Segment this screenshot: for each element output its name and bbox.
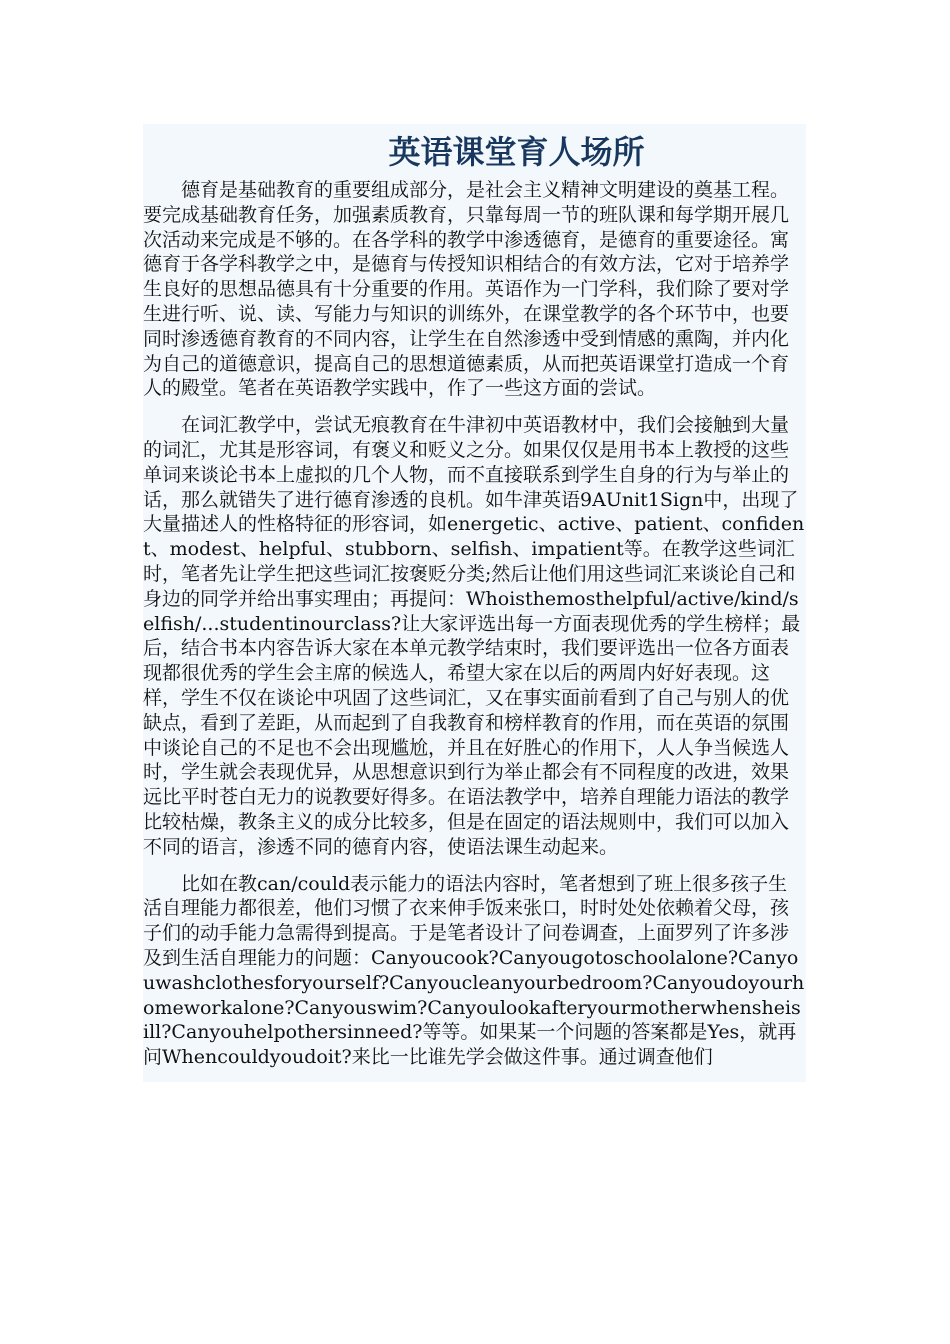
paragraph-vocabulary: 在词汇教学中，尝试无痕教育在牛津初中英语教材中，我们会接触到大量的词汇，尤其是形容词，有褒义和贬义之分。如果仅仅是用书本上教授的这些单词来谈论书本上虚拟的几个人物，而不直接联系到学生自身的行为与举止的话，那么就错失了进行德育渗透的良机。如牛津英语9AUnit1Sign中，出现了大量描述人的性格特征的形容词，如energetic、active、patient、confident、modest、helpful、stubborn、selfish、impatient等。在教学这些词汇时，笔者先让学生把这些词汇按褒贬分类;然后让他们用这些词汇来谈论自己和身边的同学并给出事实理由；再提问：Whoisthemosthelpful/active/kind/selfish/...studentinourclass?让大家评选出每一方面表现优秀的学生榜样；最后，结合书本内容告诉大家在本单元教学结束时，我们要评选出一位各方面表现都很优秀的学生会主席的候选人，希望大家在以后的两周内好好表现。这样，学生不仅在谈论中巩固了这些词汇，又在事实面前看到了自己与别人的优缺点，看到了差距，从而起到了自我教育和榜样教育的作用，而在英语的氛围中谈论自己的不足也不会出现尴尬，并且在好胜心的作用下，人人争当候选人时，学生就会表现优异，从思想意识到行为举止都会有不同程度的改进，效果远比平时苍白无力的说教要好得多。在语法教学中，培养自理能力语法的教学比较枯燥，教条主义的成分比较多，但是在固定的语法规则中，我们可以加入不同的语言，渗透不同的德育内容，使语法课生动起来。 [143, 414, 805, 858]
paragraph-grammar: 比如在教can/could表示能力的语法内容时，笔者想到了班上很多孩子生活自理能力都很差，他们习惯了衣来伸手饭来张口，时时处处依赖着父母，孩子们的动手能力急需得到提高。于是笔者设计了问卷调查，上面罗列了许多涉及到生活自理能力的问题：Canyoucook?Canyougotoschoolalone?Canyouwashclothesforyourself?Canyoucleanyourbedroom?Canyoudoyourhomeworkalone?Canyouswim?Canyoulookafteryourmotherwhensheisill?Canyouhelpothersinneed?等等。如果某一个问题的答案都是Yes，就再问Whencouldyoudoit?来比一比谁先学会做这件事。通过调查他们 [143, 872, 805, 1069]
paragraph-intro: 德育是基础教育的重要组成部分，是社会主义精神文明建设的奠基工程。要完成基础教育任务，加强素质教育，只靠每周一节的班队课和每学期开展几次活动来完成是不够的。在各学科的教学中渗透德育，是德育的重要途径。寓德育于各学科教学之中，是德育与传授知识相结合的有效方法，它对于培养学生良好的思想品德具有十分重要的作用。英语作为一门学科，我们除了要对学生进行听、说、读、写能力与知识的训练外，在课堂教学的各个环节中，也要同时渗透德育教育的不同内容，让学生在自然渗透中受到情感的熏陶，并内化为自己的道德意识，提高自己的思想道德素质，从而把英语课堂打造成一个育人的殿堂。笔者在英语教学实践中，作了一些这方面的尝试。 [143, 179, 790, 400]
document-title: 英语课堂育人场所 [388, 133, 645, 171]
document-body [143, 124, 806, 1082]
